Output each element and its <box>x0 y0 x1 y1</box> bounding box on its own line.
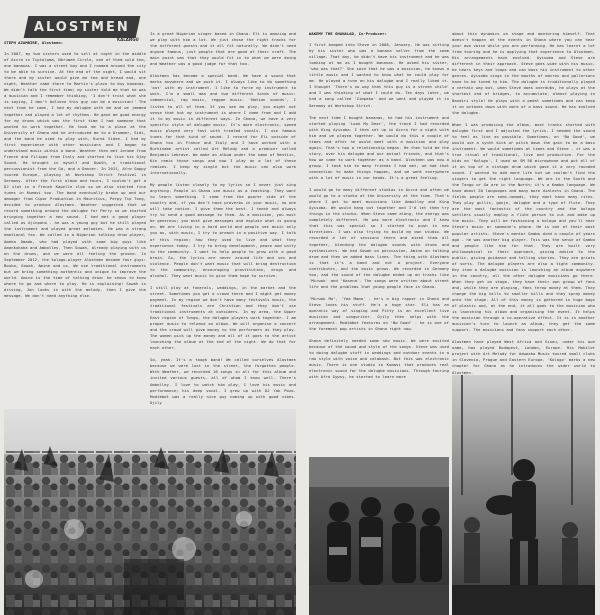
paragraph: Ghana definitely needed some new music. We were excited because of the sound and style of the songs. Steve was used to doing dalugbe stuff in weddings and outdoor events in a raw style with voice and calabash. But this was electronic music. There is one studio in Kumasi that produces real electronic sound for the dalugbe musicians. Through touring with Afro Gypsy, he started to learn more <box>309 338 449 380</box>
band-portrait-photo <box>309 457 449 615</box>
column-heading: WAKEMY THE GHANALAD, Co-Producer: <box>309 31 387 36</box>
paragraph: Alostmen has become a special band. We have a sound that marks anywhere and we push it. I always like to do something 'out' with my instrument. I like to force my instrument to work. I'm a small man and two different kinds of music: commercial, rap music, reggae music. 'Nation sounds', I listen to all of them. If you see me play, you might not sense that but my instrument is where I come from and I add it to my music in different ways. In Ghana, we have a very specific style of dalugbe music. It's more electronic, speed music played very fast with treated vocals. I use famous tunes for that kind of sound. I record for Eli outside of Ghana too in France and Italy and I have worked with a Burkinabe artist called Art Melody and a producer called Benjamin Lebrave. We make an album under the name of Nestiic, Kin remix those songs and now I play on a lot of these remixes. I keep my single but the music can also work internationally. <box>150 73 296 176</box>
paragraph: My people listen closely to my lyrics so I never just sing anything. People in Ghana see music as a teaching. They want to learn something. I come from the poorer side of the country and, if you don't have proverbs in your music, no one will take notice. I give them the best. I teach and always try to send a good message to them. As a musician, you must be generous; you must give messages and explain what is going on. We are living in a hard world and people see music only you as, with music, I try to preach in a positive way. I talk of this region; how they used to live and what they experience today. I try to bring development, peace and unity to the community. I want to help people to grow with a good brain. So, the lyrics are never around life and sex and violence. People don't want music that will bring destruction to the community, encouraging prostitution, drugs and alcohol. They want music to give them hope to survive. <box>150 182 296 278</box>
paragraph: about this dynamics on stage and mentoring himself. That doesn't happen at the events in Ghana where you can hear your own voice while you are performing. He has learnt a lot from touring and he is applying that experience to Alostmen. His arrangements have evolved. Ayisoba and Steve are different in their approach. Steve goes wide with his music, he hears keys and loops and can bass his instrument to other genres. Ayisoba sings in the mouths of macros and gallerians have to be tuned to him. The dalugbe is traditionally played a certain way but, when Steve does overdubs, he plays at the shortest end of bridges, to accumulate, almost playing in Bandiri style! He plays with a pedal sometimes and can keep it on octaves down with more of a bass sound. He has evolved the dalugbe. <box>452 31 595 115</box>
paragraph: I still play at funerals, weddings, in the market and the street. Sometimes you get a crowd there and I might get money payment. In my region we don't have many festivals music, the traditional festivals are Christian and they don't use traditional instruments at outsiders. In my area, the Upper East region of Tongo, the dalugbe players work together. I am proper music to release an album. We will organise a concert and the crowd will give money to the performers as they play. The women pick up the money and all of it goes to the artist launching the album at the end of the night. We do that for each other. <box>150 284 296 351</box>
paragraph: Is a great Nigerian singer based in Ghana. Eli is amazing and we play with him a lot. We just chose the right tracks for the different guests and it all fit naturally. We didn't need anyone famous, just people that are good at their craft. The main point was that they would fit in to what we were doing and Weather was a good judge for that too. <box>150 31 296 67</box>
paragraph: I first bumped into Steve in 2008, January. He was sitting by his sister who was a banana seller from the seem village. That day, he didn't have his instrument and he was looking at me as I bought bananas. He asked his sister, 'who was that?' She said that he was a musician, he knows a little music and I wanted to know what he could play for me. He played a tune on his dalugbe and I really liked it. I thought 'There's no way that this guy is a street child' and I was thinking of what I could do. Ten days later, we had a song called 'Zimpaka' and we went and played it in Germany at Workshop Strict. <box>309 42 449 108</box>
paragraph: 'Mirwok Mo', 'Yaa Mama' - he's a big rapper in Ghana and Steve loves his stuff. He's a huge star. Eli has an operatic way of singing and Pitty is an excellent live musician and songwriter. Ojily then helps with the arrangement. Modibbot features on 'No Good' - he is one of the foremost pop artists in Ghana right now. <box>309 295 449 332</box>
crowd-photo <box>4 409 296 615</box>
text-column-2 <box>150 31 296 405</box>
paragraph: In 2007, my two sisters used to sell at night in the middle of Accra in Tiptolama, Nkrumah Circle, one of them sold tea, one bananas. I was a street boy and I roamed around the city to be able to survive. At the end of the night, I would sit there and my sister would give me tea and bread and, one night, Weather came there to Martin's place to buy bananas. We didn't talk the first time; my sister told me that he was a musician and I remember thinking, 'I don't trust what she is saying, I don't believe this guy can be a musician!' The next time he came, I had my dalugbe with me and we jammed together and played a lot of rhythms. He gave me good energy for my drums which was the first time I had someone that wanted to work together. He took me to a place at the University of Ghana and he introduced me to a Drummer, Sidi, and the band he used to play with, Kurmi Sidee. I had my first experience with other musicians and I began to understand music within a band. Weather then met Jerome from France and Filippo from Italy and started to live his Ojay Sound. He brought in myself and Dwoth, a traditional percussionist from the Ga, and a Dancer. In 2011, Afro Gappy toured Europe, playing at Workshop Strict Festival in Germany. After the first album and tours, I couldn't get a DJ slot in a French Kapelle club so we also started fine tunes in Kumasi too. The band eventually broke up and our manager from Cipor Production in Mauritius, Perpy Tip Tong, decided to produce Alostmen. Weather suggested that we record something around the dalugbe for Perry so we started bringing together a new sound. I had met a good player called as Ajinpoho - he was a young guy but he still played the instrument and played great melodies. He was a strong emotional fan. We called in a Nigerian talking drum player, Ameka Omado, who had played with some big guys like Amankuhaha and Ambolley. Then Sowah, already playing with us on the drums, and we were all feeling the groove. In September 2012, the kologo-player Alostmen became four guys: Bouka, Sowah, Amine and us. We use traditional instruments but we bring something authentic and unique to improve the world. Amine is the time of talking drum: he shows to know where to go and where to play. He is explaining! Sowah is driving, Jon looks in with the melody, then I give the message. We don't need anything else. <box>4 51 146 298</box>
logo-subtitle: KALANGU <box>117 37 139 42</box>
text-column-4 <box>452 31 595 375</box>
paragraph: So, yeah. It's a tough band! We called ourselves Alostmen because we were lost in the street, the forgotten people. With Weather, we recorded 16 songs in all for this album and invited various guests, all of whom I know well. There's Ambolley. I love to watch him play, I love his music and performance; his deep vocal. I grew up with DJ Yak Pozo. Modibbot was a really nice guy coming up with good vibes. Ojily <box>150 357 296 405</box>
paragraph: The next time I bought bananas, he had his instrument and started playing 'Look My Dear', the track I had recorded with King Ayisoba. I then set up in Accra for a night with him and we played together. We would do this a couple of times and after he would meet with a musician and play again. That's how a relationship began. He then told me the story, over his dalugbe and our mutual friends, and that's how we came to work together as a band. Alostmen was now a group. I took him to many friends I had met, we had that connection to make things happen, and we went everywhere with a lot of music in our heads. It's a great feeling. <box>309 114 449 181</box>
paragraph: When I was producing the album, most tracks started with dalugbe first and I adjusted the lyrics. I needed the sound to feel as live as possible. Sometimes, on 'Bo Good', we would use a synth kick or pitch down the gain to be a bass instrument. We would sometimes at times and Steve - it was a true ritual of traditional, live and production. For the kids on 'Kolugo', I used an SM 58 microphone and put all of it on top of a vintage drum which gave it a very rounded sound. I wanted to add more life but we couldn't find the singers to get the right language. We are in the South and the Tongo or Ga are in the North; it's a Kamba language. We have about 50 languages and many more dialects in Ghana. The fields people are semi-nomads, they dont have many rites. They play gullis, gonje, dalugbe and a type of flute. They are the most fantastic of the country and the kologo settlers usually employ a flute person to cut and make up the music. They will be fashioning a kologo and you'll hear Steve's music or someone's phone. He is one of their most popular artists. Steve's mentor Gambo died a couple of years ago - he was another big player. This was the sense of Gambo and people like him for that. They are built very philosophical in their approach, giving advice to the public, giving guidance and telling stories. They are griots of sorts. The dalugbe players are also a tight community. Key item a dalugbe musician is launching an album anywhere in the country, all the other dalugbe musicians go there. When they get on stage, they have their own group of fans and, while they are playing, fans throw money at them. They change the big bills to smaller bills and they spray money onto the stage. All of this money is gathered in huge bags of plastic and, at the end, it all goes to the musician who is launching his album and organising the event. It helps the musician through a co-operative effect. It is in another musician's turn to launch an album, they get the same support. The musicians and fans support each other. <box>452 121 595 333</box>
band-logo <box>24 16 141 38</box>
stage-performance-photo <box>452 375 595 615</box>
text-column-1 <box>4 40 146 405</box>
logo-text: ALOSTMEN <box>34 19 130 35</box>
paragraph: Alostmen have played West Africa and Sineu, under his own name, has played Budapest, London, Europe. His Mobilot project with Art Melody for Adwoaka Music toured small clubs in Slovenia, Prague and Eastern Europe. 'Kologo' marks a new chapter for Ghana as he introduces the wider world to Alostmen. <box>452 339 595 375</box>
column-heading: STEPH AZAMBIRE, Alostmen: <box>4 40 64 45</box>
paragraph: I would go to many different studios in Accra and often we would go to a studio at the University at the time. That's where I got to meet musicians like Ambolley and King Ayisoba. We would hang out together and I'd let them try things in the studio. When Steve came along, the energy was completely different. He was more electronic and I knew that this was special so I started to push in new directions. I was also trying to build my own studio. We recorded a lot of sessions there and mixed them all together, blending the dalugbe sounds with drums and synthesizers. We had Sowah on percussion, Amine on talking drum and then we added bass lines. The thing with Alostmen is that it's a band and not a project. Everyone contributes, and the music grows. We recorded in Germany too, and the sound of the dalugbe ended up on tracks like 'Mirwok' and 'Kasena'. The songs were written about street life and the problems that young people face in Ghana. <box>309 187 449 289</box>
text-column-3 <box>309 31 449 455</box>
